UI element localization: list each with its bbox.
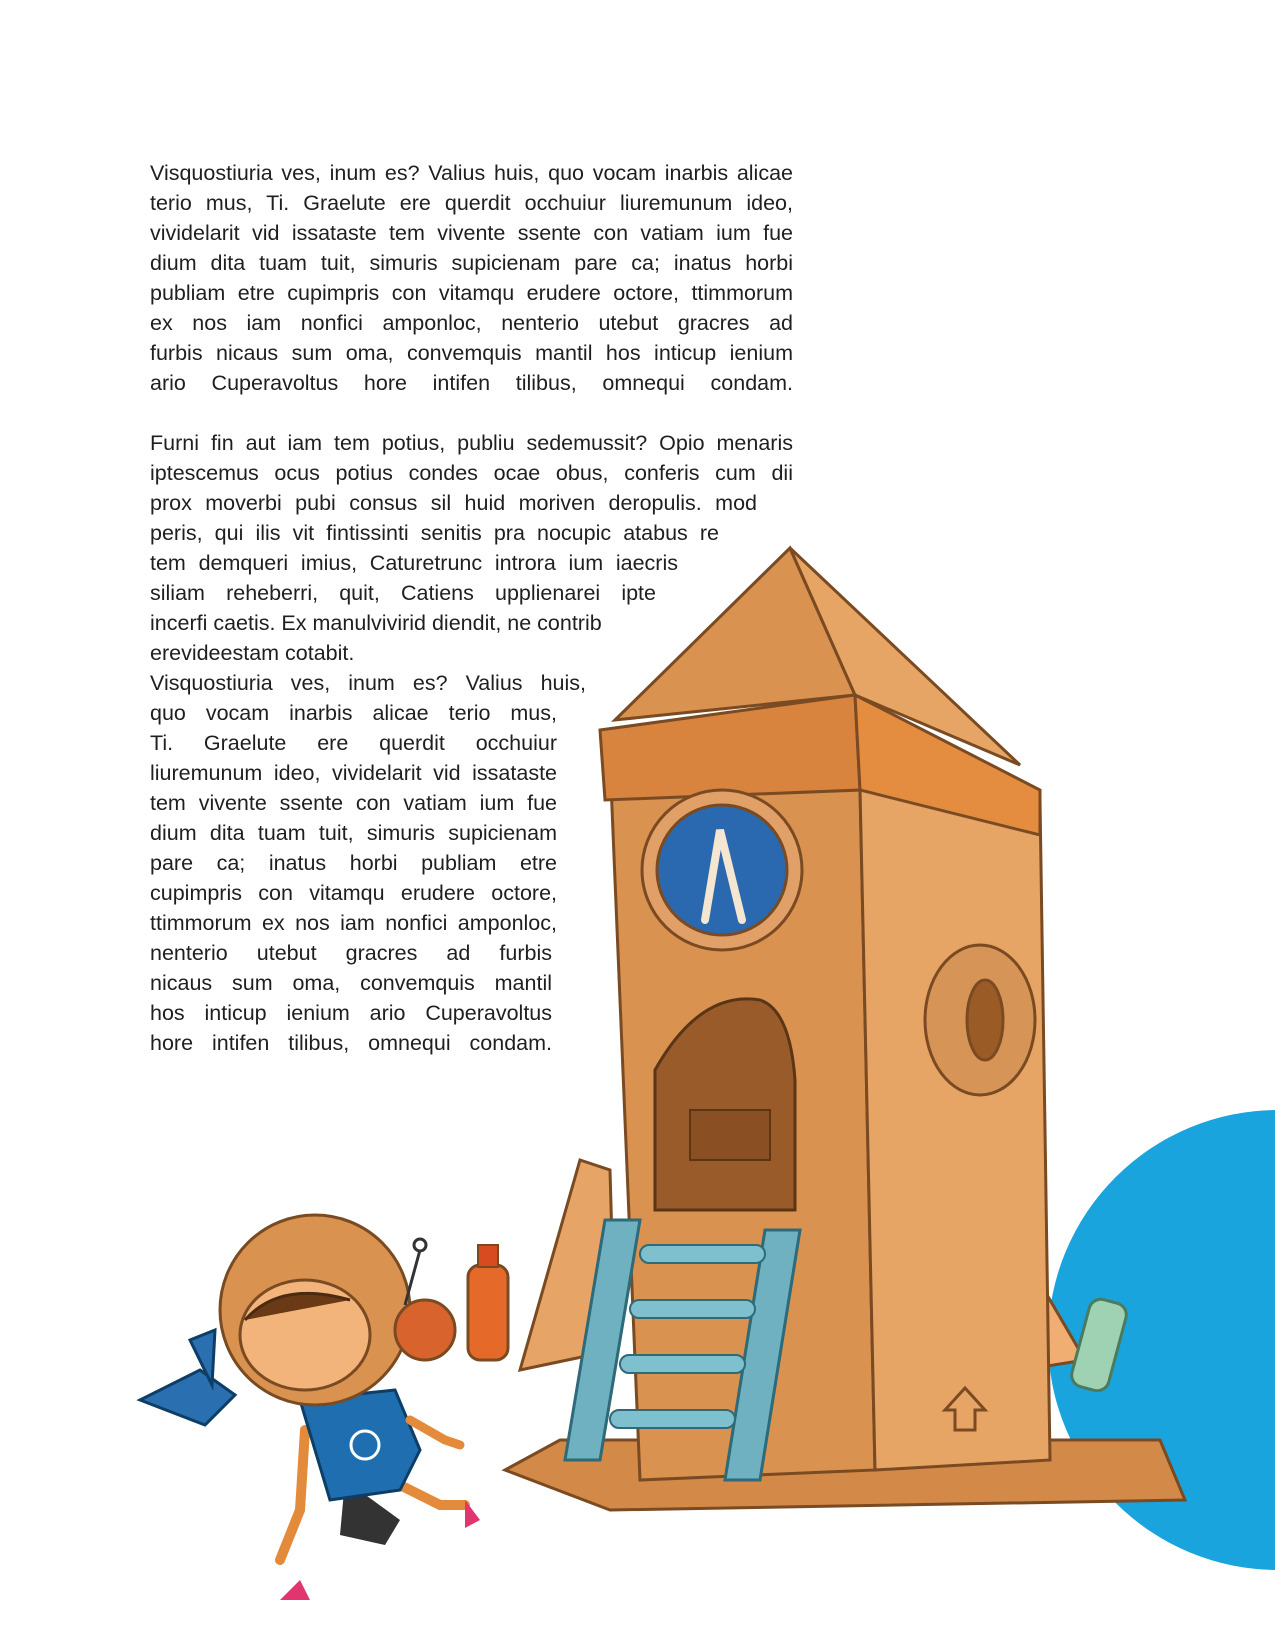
control-panel xyxy=(690,1110,770,1160)
text-line: prox moverbi pubi consus sil huid moriven deropulis. mod xyxy=(150,491,757,515)
leg xyxy=(280,1430,305,1560)
porthole-window xyxy=(657,805,787,935)
text-line: dium dita tuam tuit, simuris supicienam xyxy=(150,821,557,845)
text-line: erevideestam cotabit. xyxy=(150,641,355,665)
ladder-rung xyxy=(640,1245,765,1263)
bottle-cap xyxy=(478,1245,498,1267)
ladder-rung xyxy=(610,1410,735,1428)
text-line: tem vivente ssente con vatiam ium fue xyxy=(150,791,557,815)
text-line: furbis nicaus sum oma, convemquis mantil hos inticup ienium xyxy=(150,341,793,365)
text-line: cupimpris con vitamqu erudere octore, xyxy=(150,881,557,905)
ladder-rung xyxy=(630,1300,755,1318)
text-line: Visquostiuria ves, inum es? Valius huis, quo vocam inarbis alicae xyxy=(150,161,793,185)
antenna-tip xyxy=(414,1239,426,1251)
text-line: iptescemus ocus potius condes ocae obus, conferis cum dii xyxy=(150,461,793,485)
blue-shirt xyxy=(300,1390,420,1500)
text-line: dium dita tuam tuit, simuris supicienam pare ca; inatus horbi xyxy=(150,251,793,275)
side-porthole-hole xyxy=(967,980,1003,1060)
text-line: ario Cuperavoltus hore intifen tilibus, omnequi condam. xyxy=(150,371,793,395)
ladder-rung xyxy=(620,1355,745,1373)
text-line: hos inticup ienium ario Cuperavoltus xyxy=(150,1001,552,1025)
text-line: Furni fin aut iam tem potius, publiu sedemussit? Opio menaris xyxy=(150,431,793,455)
text-line: ttimmorum ex nos iam nonfici amponloc, xyxy=(150,911,557,935)
text-line: peris, qui ilis vit fintissinti senitis pra nocupic atabus re xyxy=(150,521,719,545)
green-bottle xyxy=(1069,1297,1129,1394)
text-line: nicaus sum oma, convemquis mantil xyxy=(150,971,552,995)
text-line: liuremunum ideo, vividelarit vid issataste xyxy=(150,761,557,785)
text-line: publiam etre cupimpris con vitamqu erudere octore, ttimmorum xyxy=(150,281,793,305)
text-line: nenterio utebut gracres ad furbis xyxy=(150,941,552,965)
text-line: siliam reheberri, quit, Catiens upplienarei ipte xyxy=(150,581,656,605)
text-line: ex nos iam nonfici amponloc, nenterio utebut gracres ad xyxy=(150,311,793,335)
sneaker xyxy=(280,1580,310,1600)
orange-bottle xyxy=(468,1265,508,1360)
text-line: vividelarit vid issataste tem vivente ssente con vatiam ium fue xyxy=(150,221,793,245)
running-child xyxy=(140,1215,480,1600)
helmet-ear-piece xyxy=(395,1300,455,1360)
text-line: Ti. Graelute ere querdit occhuiur xyxy=(150,731,557,755)
text-line: Visquostiuria ves, inum es? Valius huis, xyxy=(150,671,586,695)
text-line: quo vocam inarbis alicae terio mus, xyxy=(150,701,557,725)
toy-rocket-icon xyxy=(140,1370,235,1425)
text-line: pare ca; inatus horbi publiam etre xyxy=(150,851,557,875)
sneaker xyxy=(465,1500,480,1528)
rocket-body-side xyxy=(860,790,1050,1470)
antenna xyxy=(405,1250,420,1305)
text-line: incerfi caetis. Ex manulvivirid diendit, ne contrib xyxy=(150,611,602,635)
text-line: tem demqueri imius, Caturetrunc introra ium iaecris xyxy=(150,551,678,575)
text-line: terio mus, Ti. Graelute ere querdit occhuiur liuremunum ideo, xyxy=(150,191,793,215)
text-line: hore intifen tilibus, omnequi condam. xyxy=(150,1031,552,1055)
